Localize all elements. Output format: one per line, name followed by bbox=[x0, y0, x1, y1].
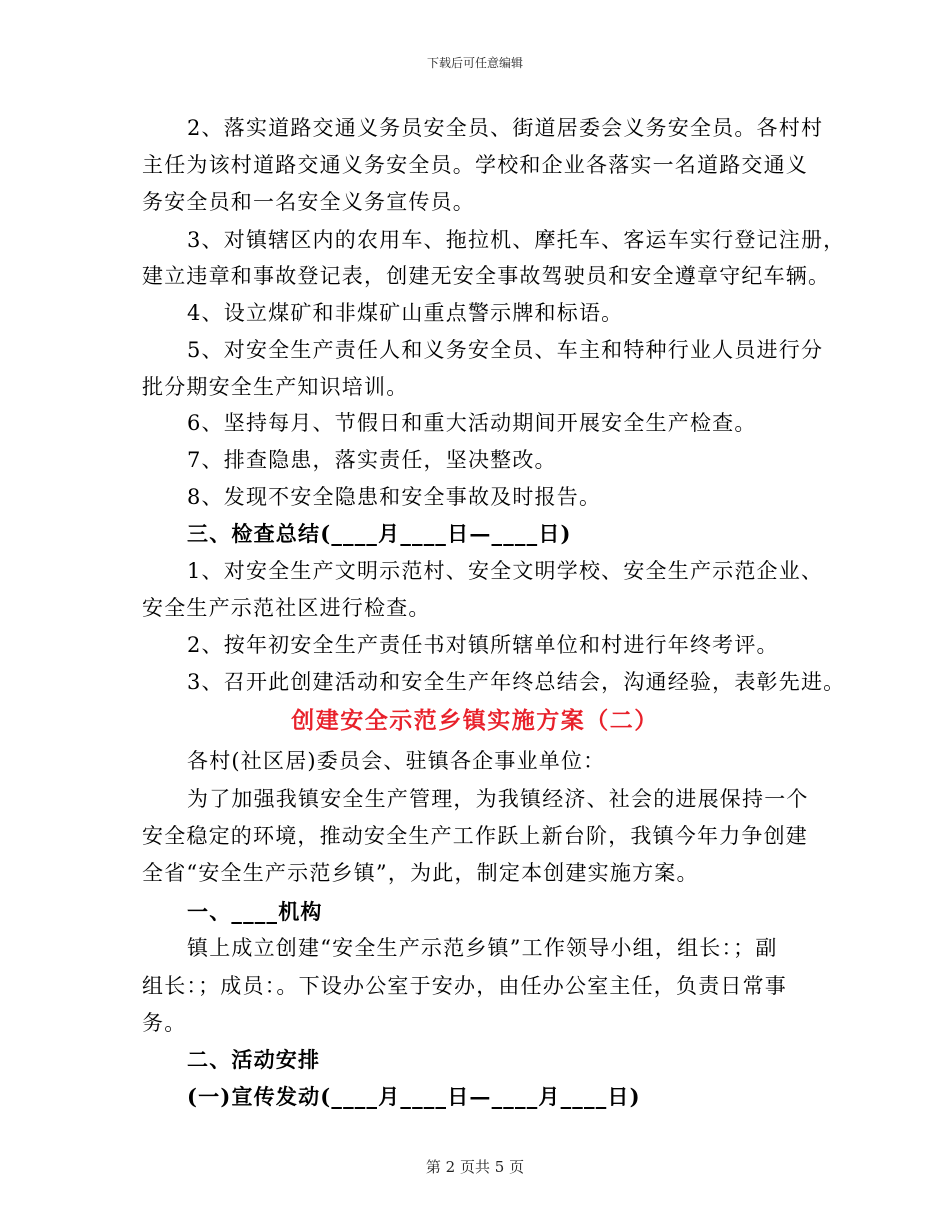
paragraph-line: 2、落实道路交通义务员安全员、街道居委会义务安全员。各村村 bbox=[187, 116, 824, 140]
paragraph-line: 组长：；成员：。下设办公室于安办，由任办公室主任，负责日常事 bbox=[142, 974, 787, 998]
document-title: 创建安全示范乡镇实施方案（二） bbox=[291, 707, 659, 734]
paragraph-line: 各村(社区居)委员会、驻镇各企事业单位： bbox=[187, 749, 606, 773]
section-heading: 一、____机构 bbox=[187, 899, 323, 924]
paragraph-line: 3、对镇辖区内的农用车、拖拉机、摩托车、客运车实行登记注册， bbox=[187, 228, 846, 252]
paragraph-line: 1、对安全生产文明示范村、安全文明学校、安全生产示范企业、 bbox=[187, 559, 824, 583]
paragraph-line: 务。 bbox=[142, 1011, 187, 1035]
paragraph-line: 4、设立煤矿和非煤矿山重点警示牌和标语。 bbox=[187, 301, 624, 325]
section-heading: (一)宣传发动(____月____日—____月____日) bbox=[187, 1084, 641, 1109]
paragraph-line: 务安全员和一名安全义务宣传员。 bbox=[142, 190, 475, 214]
paragraph-line: 3、召开此创建活动和安全生产年终总结会，沟通经验，表彰先进。 bbox=[187, 670, 846, 694]
paragraph-line: 主任为该村道路交通义务安全员。学校和企业各落实一名道路交通义 bbox=[142, 153, 808, 177]
paragraph-line: 镇上成立创建“安全生产示范乡镇”工作领导小组，组长：；副 bbox=[187, 936, 778, 960]
paragraph-line: 安全生产示范社区进行检查。 bbox=[142, 596, 431, 620]
paragraph-line: 8、发现不安全隐患和安全事故及时报告。 bbox=[187, 485, 602, 509]
paragraph-line: 批分期安全生产知识培训。 bbox=[142, 375, 409, 399]
section-heading: 二、活动安排 bbox=[187, 1047, 321, 1072]
paragraph-line: 为了加强我镇安全生产管理，为我镇经济、社会的进展保持一个 bbox=[187, 787, 809, 811]
paragraph-line: 6、坚持每月、节假日和重大活动期间开展安全生产检查。 bbox=[187, 411, 757, 435]
paragraph-line: 5、对安全生产责任人和义务安全员、车主和特种行业人员进行分 bbox=[187, 338, 824, 362]
page-header: 下载后可任意编辑 bbox=[426, 56, 523, 70]
paragraph-line: 7、排查隐患，落实责任，坚决整改。 bbox=[187, 448, 557, 472]
section-heading: 三、检查总结(____月____日—____日) bbox=[187, 521, 572, 546]
paragraph-line: 2、按年初安全生产责任书对镇所辖单位和村进行年终考评。 bbox=[187, 633, 779, 657]
paragraph-line: 建立违章和事故登记表，创建无安全事故驾驶员和安全遵章守纪车辆。 bbox=[142, 264, 831, 288]
page-footer: 第 2 页共 5 页 bbox=[425, 1158, 525, 1176]
paragraph-line: 全省“安全生产示范乡镇”，为此，制定本创建实施方案。 bbox=[142, 861, 699, 885]
paragraph-line: 安全稳定的环境，推动安全生产工作跃上新台阶，我镇今年力争创建 bbox=[142, 824, 808, 848]
